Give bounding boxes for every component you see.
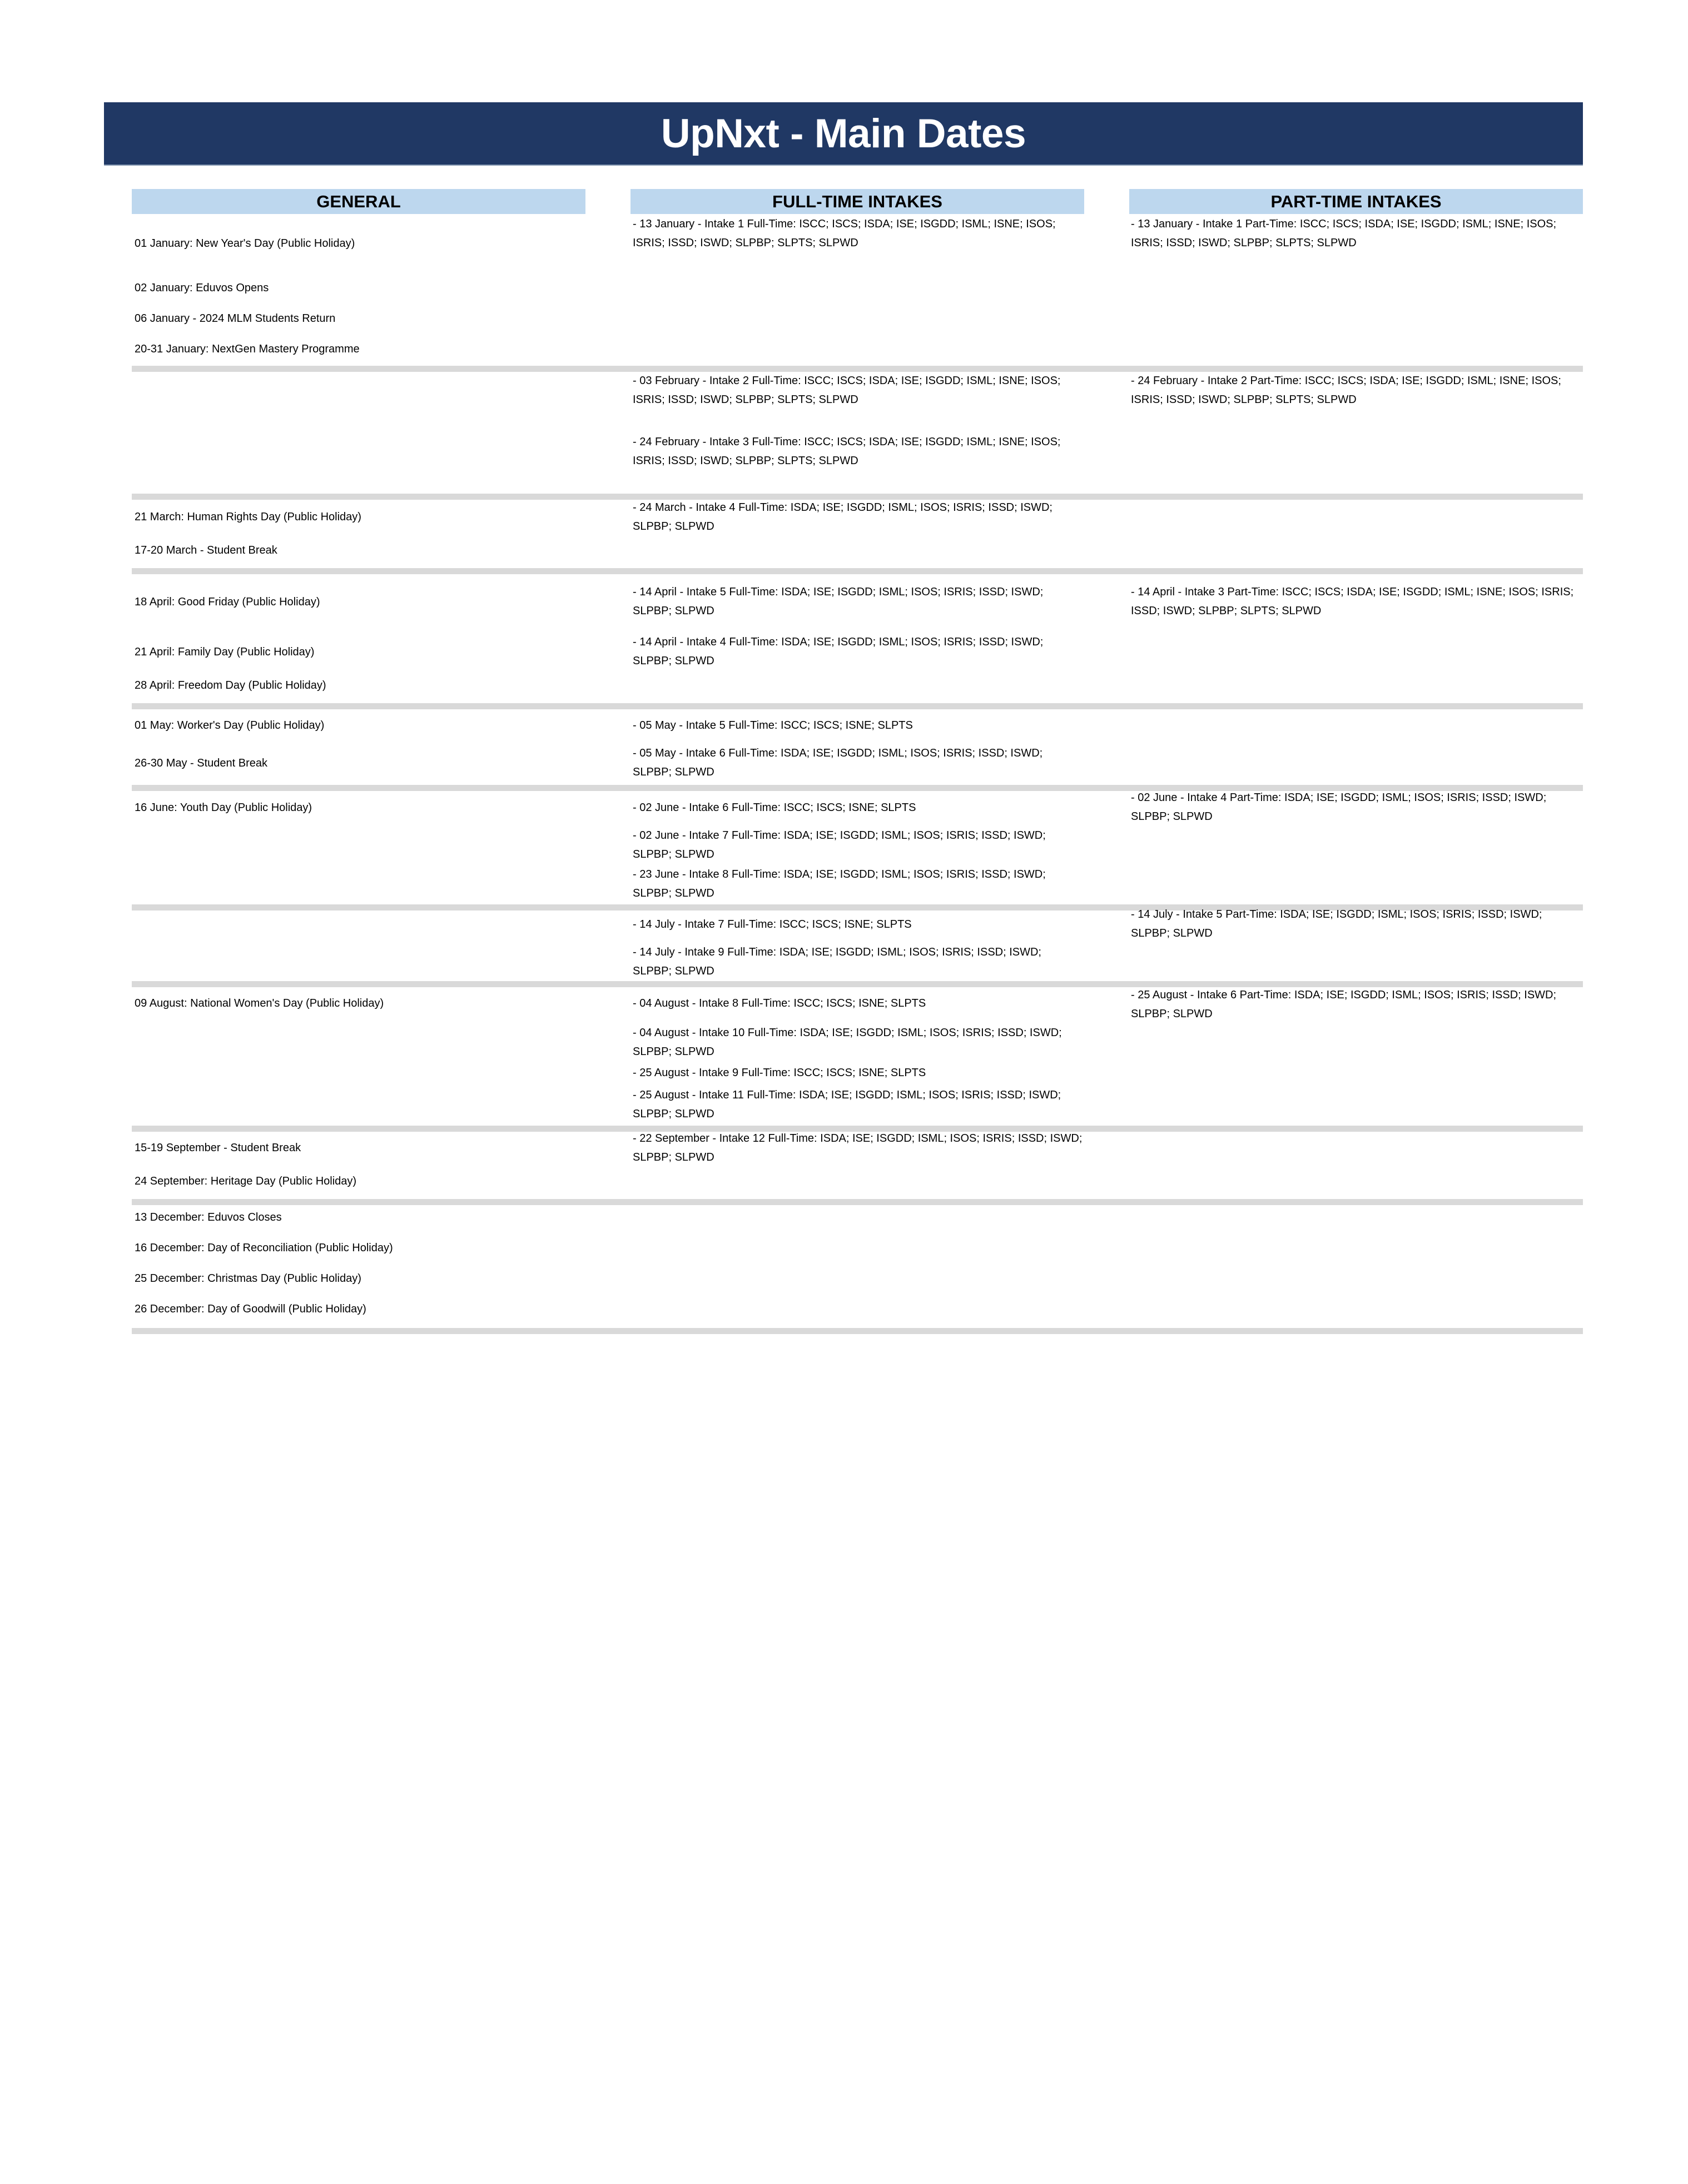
full-time-intake: - 23 June - Intake 8 Full-Time: ISDA; ISE; ISGDD; ISML; ISOS; ISRIS; ISSD; ISWD; SLPBP; SLPWD: [633, 868, 1046, 899]
full-time-intake: - 24 March - Intake 4 Full-Time: ISDA; ISE; ISGDD; ISML; ISOS; ISRIS; ISSD; ISWD; SLPBP; SLPWD: [633, 501, 1052, 533]
full-time-intake: - 04 August - Intake 10 Full-Time: ISDA; ISE; ISGDD; ISML; ISOS; ISRIS; ISSD; ISWD; SLPBP; SLPWD: [633, 1027, 1062, 1058]
column-header-general: GENERAL: [132, 189, 585, 214]
general-item: 21 April: Family Day (Public Holiday): [135, 646, 315, 658]
general-item: 20-31 January: NextGen Mastery Programme: [135, 343, 360, 355]
full-time-intake: - 14 April - Intake 4 Full-Time: ISDA; ISE; ISGDD; ISML; ISOS; ISRIS; ISSD; ISWD; SLPBP; SLPWD: [633, 636, 1044, 667]
part-time-intake: - 24 February - Intake 2 Part-Time: ISCC; ISCS; ISDA; ISE; ISGDD; ISML; ISNE; ISOS; ISRIS; ISSD; ISWD; SLPBP; SLPTS; SLPWD: [1131, 375, 1561, 406]
general-item: 01 January: New Year's Day (Public Holiday): [135, 237, 355, 250]
full-time-intake: - 02 June - Intake 6 Full-Time: ISCC; ISCS; ISNE; SLPTS: [633, 802, 916, 814]
full-time-intake: - 24 February - Intake 3 Full-Time: ISCC; ISCS; ISDA; ISE; ISGDD; ISML; ISNE; ISOS; ISRIS; ISSD; ISWD; SLPBP; SLPTS; SLPWD: [633, 436, 1061, 467]
general-item: 26-30 May - Student Break: [135, 757, 268, 769]
column-header-part-time: PART-TIME INTAKES: [1129, 189, 1583, 214]
full-time-intake: - 25 August - Intake 11 Full-Time: ISDA; ISE; ISGDD; ISML; ISOS; ISRIS; ISSD; ISWD; SLPBP; SLPWD: [633, 1089, 1061, 1120]
general-item: 21 March: Human Rights Day (Public Holiday): [135, 511, 361, 523]
general-item: 17-20 March - Student Break: [135, 544, 277, 556]
part-time-intake: - 14 July - Intake 5 Part-Time: ISDA; ISE; ISGDD; ISML; ISOS; ISRIS; ISSD; ISWD; SLPBP; SLPWD: [1131, 908, 1542, 939]
page-title: UpNxt - Main Dates: [661, 111, 1026, 156]
general-item: 16 June: Youth Day (Public Holiday): [135, 802, 312, 814]
full-time-intake: - 14 July - Intake 9 Full-Time: ISDA; ISE; ISGDD; ISML; ISOS; ISRIS; ISSD; ISWD; SLPBP; SLPWD: [633, 946, 1041, 977]
full-time-intake: - 14 July - Intake 7 Full-Time: ISCC; ISCS; ISNE; SLPTS: [633, 918, 912, 931]
full-time-intake: - 03 February - Intake 2 Full-Time: ISCC; ISCS; ISDA; ISE; ISGDD; ISML; ISNE; ISOS; ISRIS; ISSD; ISWD; SLPBP; SLPTS; SLPWD: [633, 375, 1061, 406]
title-band: [104, 102, 1583, 166]
general-item: 09 August: National Women's Day (Public Holiday): [135, 997, 384, 1009]
general-item: 28 April: Freedom Day (Public Holiday): [135, 679, 326, 691]
general-item: 02 January: Eduvos Opens: [135, 282, 269, 294]
general-item: 24 September: Heritage Day (Public Holiday): [135, 1175, 357, 1187]
general-item: 01 May: Worker's Day (Public Holiday): [135, 719, 325, 732]
full-time-intake: - 05 May - Intake 6 Full-Time: ISDA; ISE; ISGDD; ISML; ISOS; ISRIS; ISSD; ISWD; SLPBP; SLPWD: [633, 747, 1043, 778]
full-time-intake: - 02 June - Intake 7 Full-Time: ISDA; ISE; ISGDD; ISML; ISOS; ISRIS; ISSD; ISWD; SLPBP; SLPWD: [633, 829, 1046, 860]
full-time-intake: - 13 January - Intake 1 Full-Time: ISCC; ISCS; ISDA; ISE; ISGDD; ISML; ISNE; ISOS; ISRIS; ISSD; ISWD; SLPBP; SLPTS; SLPWD: [633, 218, 1056, 249]
full-time-intake: - 05 May - Intake 5 Full-Time: ISCC; ISCS; ISNE; SLPTS: [633, 719, 913, 732]
part-time-intake: - 14 April - Intake 3 Part-Time: ISCC; ISCS; ISDA; ISE; ISGDD; ISML; ISNE; ISOS; ISRIS; ISSD; ISWD; SLPBP; SLPTS; SLPWD: [1131, 586, 1574, 617]
general-item: 16 December: Day of Reconciliation (Public Holiday): [135, 1242, 393, 1254]
section-divider: [132, 568, 1583, 574]
full-time-intake: - 04 August - Intake 8 Full-Time: ISCC; ISCS; ISNE; SLPTS: [633, 997, 926, 1009]
section-divider: [132, 1199, 1583, 1205]
general-item: 18 April: Good Friday (Public Holiday): [135, 596, 320, 608]
part-time-intake: - 02 June - Intake 4 Part-Time: ISDA; ISE; ISGDD; ISML; ISOS; ISRIS; ISSD; ISWD; SLPBP; SLPWD: [1131, 792, 1547, 823]
full-time-intake: - 14 April - Intake 5 Full-Time: ISDA; ISE; ISGDD; ISML; ISOS; ISRIS; ISSD; ISWD; SLPBP; SLPWD: [633, 586, 1044, 617]
section-divider: [132, 703, 1583, 709]
general-item: 06 January - 2024 MLM Students Return: [135, 312, 336, 325]
part-time-intake: - 13 January - Intake 1 Part-Time: ISCC; ISCS; ISDA; ISE; ISGDD; ISML; ISNE; ISOS; ISRIS; ISSD; ISWD; SLPBP; SLPTS; SLPWD: [1131, 218, 1557, 249]
general-item: 15-19 September - Student Break: [135, 1142, 301, 1154]
full-time-intake: - 22 September - Intake 12 Full-Time: ISDA; ISE; ISGDD; ISML; ISOS; ISRIS; ISSD; ISWD; SLPBP; SLPWD: [633, 1132, 1083, 1163]
general-item: 13 December: Eduvos Closes: [135, 1211, 282, 1223]
general-item: 25 December: Christmas Day (Public Holiday): [135, 1272, 361, 1285]
general-item: 26 December: Day of Goodwill (Public Holiday): [135, 1303, 366, 1315]
full-time-intake: - 25 August - Intake 9 Full-Time: ISCC; ISCS; ISNE; SLPTS: [633, 1067, 926, 1079]
part-time-intake: - 25 August - Intake 6 Part-Time: ISDA; ISE; ISGDD; ISML; ISOS; ISRIS; ISSD; ISWD; SLPBP; SLPWD: [1131, 989, 1557, 1020]
column-header-full-time: FULL-TIME INTAKES: [630, 189, 1084, 214]
section-divider: [132, 1328, 1583, 1334]
